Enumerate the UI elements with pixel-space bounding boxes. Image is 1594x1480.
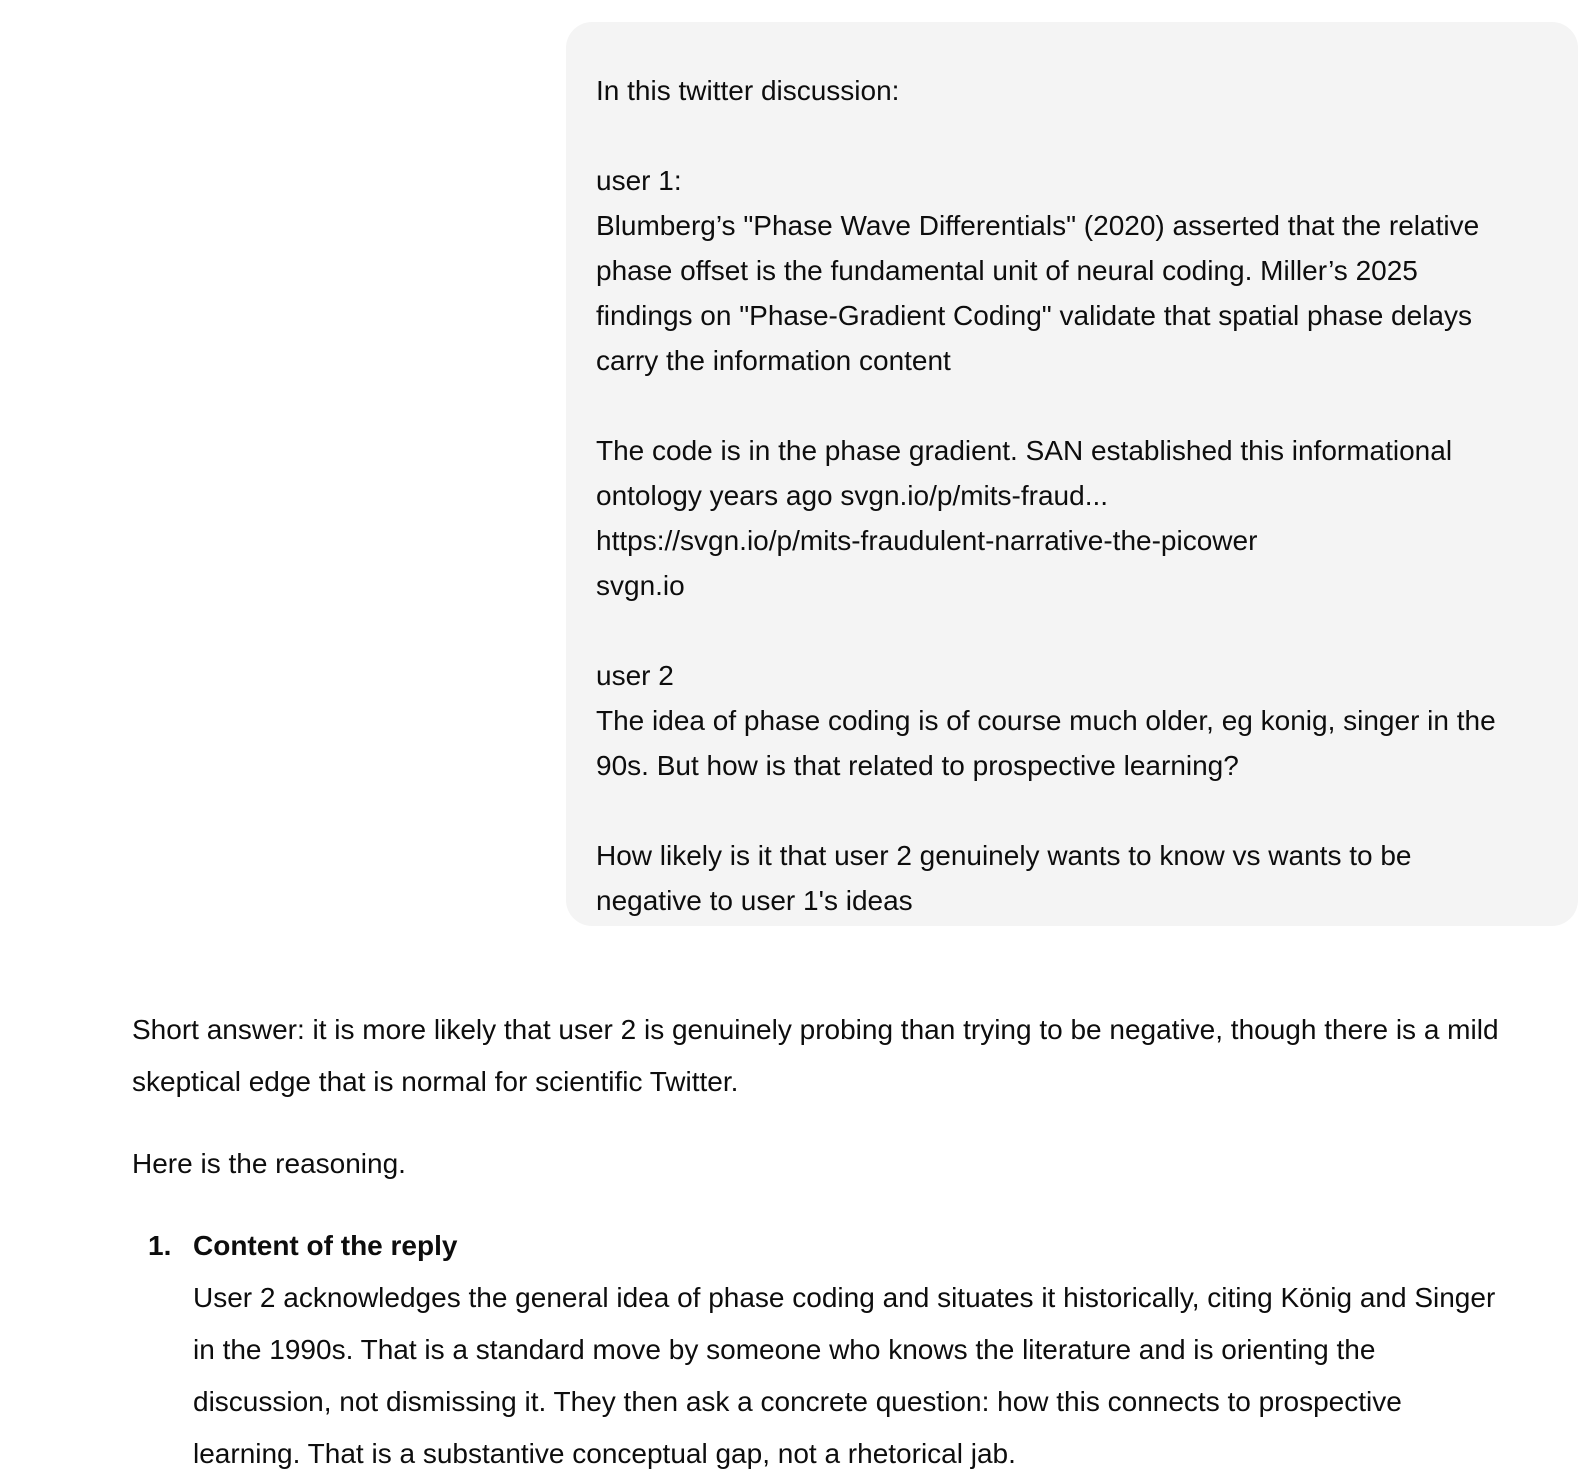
reasoning-intro: Here is the reasoning.: [132, 1148, 406, 1179]
user-message-line: Blumberg’s "Phase Wave Differentials" (2020) asserted that the relative: [596, 210, 1480, 241]
short-answer-line: Short answer: it is more likely that user 2 is genuinely probing than trying to be negative, though there is a mild: [132, 1014, 1499, 1045]
list-item-title: Content of the reply: [193, 1230, 458, 1261]
blank-line: [596, 788, 1548, 833]
user-message-bubble: [566, 22, 1578, 926]
user-message-line: user 2: [596, 660, 674, 691]
list-item-body-line: discussion, not dismissing it. They then ask a concrete question: how this connects to prospective: [193, 1386, 1402, 1417]
list-item-body-line: in the 1990s. That is a standard move by someone who knows the literature and is orienting the: [193, 1334, 1376, 1365]
user-message-line: ontology years ago svgn.io/p/mits-fraud...: [596, 480, 1109, 511]
blank-line: [596, 113, 1548, 158]
assistant-message: [132, 1004, 1582, 1480]
user-message-line: phase offset is the fundamental unit of neural coding. Miller’s 2025: [596, 255, 1418, 286]
blank-line: [596, 383, 1548, 428]
user-message-line: The idea of phase coding is of course much older, eg konig, singer in the: [596, 705, 1496, 736]
user-message-line: https://svgn.io/p/mits-fraudulent-narrative-the-picower: [596, 525, 1258, 556]
blank-line: [596, 608, 1548, 653]
user-message-line: findings on "Phase-Gradient Coding" validate that spatial phase delays: [596, 300, 1472, 331]
list-item: [132, 1220, 1582, 1480]
list-item-number: 1.: [148, 1230, 172, 1261]
user-message-line: svgn.io: [596, 570, 685, 601]
short-answer-line: skeptical edge that is normal for scientific Twitter.: [132, 1066, 739, 1097]
paragraph-gap: [132, 1108, 1582, 1138]
list-item-body-line: learning. That is a substantive conceptual gap, not a rhetorical jab.: [193, 1438, 1016, 1469]
user-message-line: negative to user 1's ideas: [596, 885, 913, 916]
paragraph-gap: [132, 1190, 1582, 1220]
user-message-line: 90s. But how is that related to prospective learning?: [596, 750, 1239, 781]
user-message-line: user 1:: [596, 165, 682, 196]
short-answer-paragraph: [132, 1004, 1582, 1108]
user-message-line: carry the information content: [596, 345, 951, 376]
user-message-line: In this twitter discussion:: [596, 75, 900, 106]
user-message-line: How likely is it that user 2 genuinely wants to know vs wants to be: [596, 840, 1412, 871]
list-item-body-line: User 2 acknowledges the general idea of phase coding and situates it historically, citing König and Singer: [193, 1282, 1496, 1313]
user-message-line: The code is in the phase gradient. SAN established this informational: [596, 435, 1453, 466]
